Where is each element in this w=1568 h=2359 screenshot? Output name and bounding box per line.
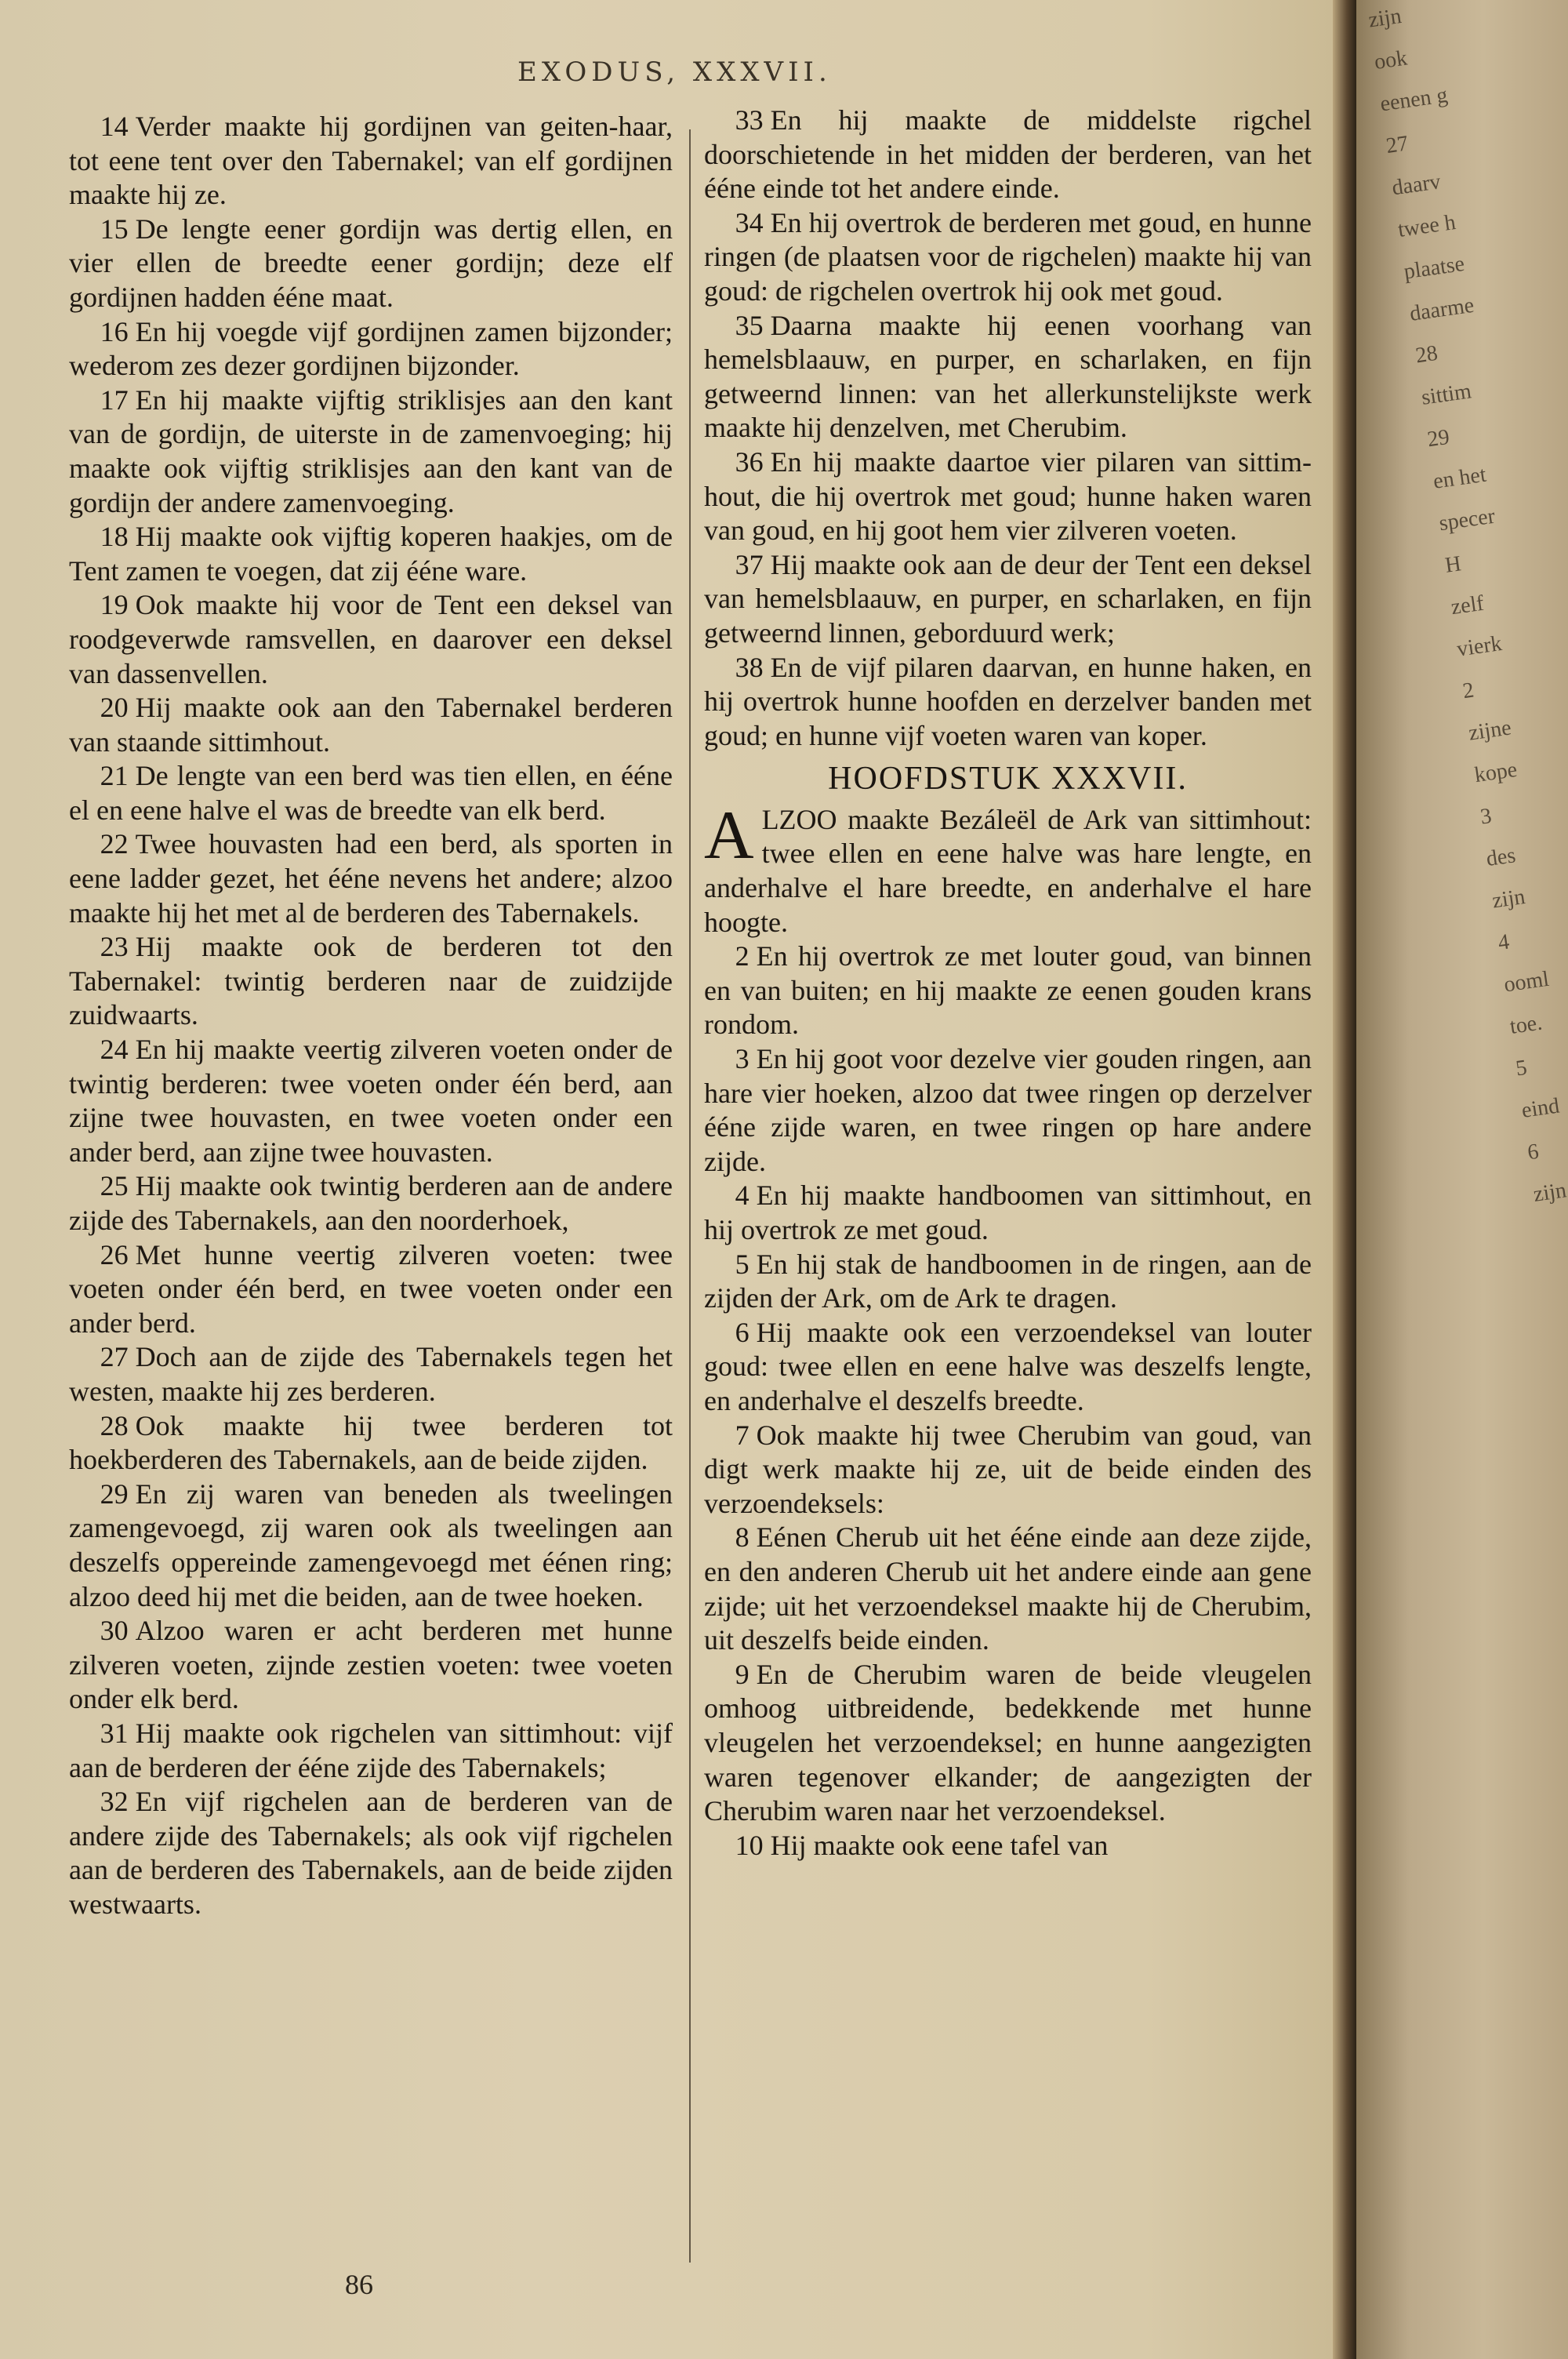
verse [69,520,673,588]
verse [69,315,673,383]
left-column [69,110,673,1921]
verse-number: 36 [735,445,764,478]
verse-number: 34 [735,206,764,238]
verse-text: Alzoo waren er acht berderen met hunne zilveren voeten, zijnde zestien voeten: twee voeten onder elk berd. [69,1615,673,1715]
verse-text: Hij maakte ook rigchelen van sittimhout: vijf aan de berderen der ééne zijde des Tabernakels; [69,1717,673,1783]
book-gutter [1333,0,1356,2359]
verse-number: 9 [735,1658,750,1690]
verse [704,445,1312,548]
verse-text: En hij goot voor dezelve vier gouden ringen, aan hare vier hoeken, alzoo dat twee ringen op derzelver ééne zijde waren, en twee ringen op hare andere zijde. [704,1043,1312,1177]
next-page-fragment: sittim [1420,379,1473,410]
verse-text: En zij waren van beneden als tweelingen zamengevoegd, zij waren ook als tweelingen aan deszelfs oppereinde zamengevoegd met éénen ring; alzoo deed hij met die beiden, aan de twee hoeken. [69,1478,673,1612]
verse-text: En hij maakte vijftig striklisjes aan den kant van de gordijn, de uiterste in de zamenvoeging; hij maakte ook vijftig striklisjes aan den kant van de gordijn der andere zamenvoeging. [69,383,673,518]
verse [69,1717,673,1785]
verse-text: Ook maakte hij twee Cherubim van goud, van digt werk maakte hij ze, uit de beide einden des verzoendeksels: [704,1419,1312,1519]
verse-number: 33 [735,104,764,136]
verse-number: 26 [100,1238,129,1270]
next-page-fragment: ook [1373,45,1409,75]
verse [69,1478,673,1614]
next-page-fragment: vierk [1455,631,1504,662]
verse-text: Doch aan de zijde des Tabernakels tegen het westen, maakte hij zes berderen. [69,1341,673,1407]
verse-number: 17 [100,383,129,416]
next-page-fragment: specer [1437,503,1497,536]
verse [704,206,1312,309]
verse-number: 30 [100,1615,129,1647]
chapter-first-verse-text: LZOO maakte Bezáleël de Ark van sittimhout: twee ellen en eene halve was hare lengte, en anderhalve el hare breedte, en anderhalve el hare hoogte. [704,803,1312,938]
next-page-fragment: en het [1432,462,1488,494]
verse [69,110,673,213]
verse-text: En hij overtrok ze met louter goud, van binnen en van buiten; en hij maakte ze eenen gouden krans rondom. [704,940,1312,1041]
verse-text: Eénen Cherub uit het ééne einde aan deze zijde, en den anderen Cherub uit het andere einde aan gene zijde; uit het verzoendeksel maakte hij de Cherubim, uit deszelfs beide einden. [704,1521,1312,1656]
verse-text: En hij maakte handboomen van sittimhout, en hij overtrok ze met goud. [704,1180,1312,1245]
next-page-fragment: 4 [1496,929,1512,956]
verse-text: En hij maakte daartoe vier pilaren van sittim-hout, die hij overtrok met goud; hunne haken waren van goud, en hij goot hem vier zilveren voeten. [704,445,1312,547]
verse [69,930,673,1033]
verse [69,827,673,930]
verse [69,1409,673,1478]
chapter-heading: HOOFDSTUK XXXVII. [828,761,1188,798]
verse-text: Daarna maakte hij eenen voorhang van hemelsblaauw, en purper, en scharlaken, en fijn getweernd linnen: van het allerkunstelijkste werk maakte hij denzelven, met Cherubim. [704,309,1312,444]
chapter-first-verse [704,797,1312,940]
book-page-right-edge [1356,0,1568,2359]
next-page-fragment: eind [1519,1093,1561,1123]
verse-number: 4 [735,1180,750,1212]
next-page-text-fragments [1366,0,1568,1216]
next-page-fragment: des [1484,843,1518,872]
verse [69,1785,673,1921]
verse [704,1042,1312,1179]
verse-number: 2 [735,940,750,972]
verse-text: Ook maakte hij voor de Tent een deksel van roodgeverwde ramsvellen, en daarover een deksel van dassenvellen. [69,589,673,689]
verse [704,651,1312,754]
verse-number: 22 [100,828,129,860]
verse-number: 38 [735,651,764,683]
verse [704,1829,1312,1863]
verse-number: 16 [100,315,129,347]
verse-text: Hij maakte ook eene tafel van [770,1829,1109,1861]
right-column-verses-top [704,104,1312,753]
page-number: 86 [345,2269,373,2300]
verse-number: 18 [100,521,129,553]
verse [704,1419,1312,1521]
next-page-fragment: zijn [1367,4,1403,33]
verse [69,1614,673,1717]
verse-text: Hij maakte ook vijftig koperen haakjes, om de Tent zamen te voegen, dat zij ééne ware. [69,521,673,587]
verse-text: En hij voegde vijf gordijnen zamen bijzonder; wederom zes dezer gordijnen bijzonder. [69,315,673,382]
next-page-fragment: zijn [1490,885,1527,914]
next-page-fragment: daarme [1408,293,1476,326]
verse-text: De lengte van een berd was tien ellen, en ééne el en eene halve el was de breedte van elk berd. [69,760,673,826]
next-page-fragment: 29 [1425,424,1451,453]
verse-number: 31 [100,1717,129,1749]
verse-number: 29 [100,1478,129,1510]
verse-number: 21 [100,760,129,792]
running-head: EXODUS, XXXVII. [517,56,832,88]
verse [704,940,1312,1042]
verse [704,1658,1312,1829]
verse-text: Hij maakte ook de berderen tot den Tabernakel: twintig berderen naar de zuidzijde zuidwaarts. [69,931,673,1031]
verse [704,1316,1312,1419]
verse [69,759,673,827]
verse-text: Hij maakte ook twintig berderen aan de andere zijde des Tabernakels, aan den noorderhoek, [69,1170,673,1236]
drop-cap: A [704,797,754,874]
verse [69,1169,673,1238]
verse-number: 8 [735,1521,750,1554]
next-page-fragment: 6 [1526,1139,1541,1165]
verse-text: Ook maakte hij twee berderen tot hoekberderen des Tabernakels, aan de beide zijden. [69,1409,673,1476]
verse-number: 7 [735,1419,750,1451]
next-page-fragment: plaatse [1402,251,1466,285]
verse-number: 27 [100,1341,129,1373]
verse [704,1179,1312,1247]
next-page-fragment: eenen g [1378,82,1450,117]
verse-text: Hij maakte ook aan de deur der Tent een deksel van hemelsblaauw, en purper, en scharlaken, en fijn getweernd linnen, geborduurd werk; [704,548,1312,649]
verse [704,1521,1312,1657]
verse-number: 24 [100,1034,129,1066]
verse [69,1033,673,1169]
verse-number: 5 [735,1248,750,1280]
verse-text: Verder maakte hij gordijnen van geiten-haar, tot eene tent over den Tabernakel; van elf gordijnen maakte hij ze. [69,111,673,211]
verse-number: 37 [735,548,764,580]
verse-text: Hij maakte ook aan den Tabernakel berderen van staande sittimhout. [69,692,673,758]
next-page-fragment: zijn [1531,1178,1568,1207]
verse [704,1248,1312,1316]
verse-number: 25 [100,1170,129,1202]
next-page-fragment: ooml [1502,966,1551,998]
verse-number: 23 [100,931,129,963]
verse-text: En vijf rigchelen aan de berderen van de andere zijde des Tabernakels; als ook vijf rigchelen aan de berderen des Tabernakels, aan de beide zijden westwaarts. [69,1786,673,1920]
verse [69,1238,673,1341]
verse [69,383,673,520]
verse [704,104,1312,206]
next-page-fragment: 3 [1479,803,1494,830]
right-column-verses-bottom [704,940,1312,1863]
verse-text: En hij maakte veertig zilveren voeten onder de twintig berderen: twee voeten onder één berd, aan zijne twee houvasten, en twee voeten onder een ander berd, aan zijne twee houvasten. [69,1034,673,1168]
verse-text: Twee houvasten had een berd, als sporten in eene ladder gezet, het ééne nevens het andere; alzoo maakte hij het met al de berderen des Tabernakels. [69,828,673,929]
next-page-fragment: daarv [1390,169,1443,201]
next-page-fragment: kope [1472,757,1519,788]
verse-number: 14 [100,111,129,142]
verse-text: En de Cherubim waren de beide vleugelen omhoog uitbreidende, bedekkende met hunne vleugelen het verzoendeksel; en hunne aangezigten waren tegenover elkander; de aangezigten der Cherubim waren naar het verzoendeksel. [704,1658,1312,1827]
verse-number: 35 [735,309,764,341]
next-page-fragment: 5 [1514,1055,1529,1081]
verse-number: 28 [100,1409,129,1441]
verse-text: De lengte eener gordijn was dertig ellen, en vier ellen de breedte eener gordijn; deze elf gordijnen hadden ééne maat. [69,213,673,313]
verse-text: Hij maakte ook een verzoendeksel van louter goud: twee ellen en eene halve was deszelfs lengte, en anderhalve el deszelfs breedte. [704,1316,1312,1416]
verse-text: En hij stak de handboomen in de ringen, aan de zijden der Ark, om de Ark te dragen. [704,1248,1312,1314]
verse [69,588,673,691]
verse-text: Met hunne veertig zilveren voeten: twee voeten onder één berd, en twee voeten onder een ander berd. [69,1238,673,1339]
verse-number: 19 [100,589,129,621]
next-page-fragment: H [1443,551,1463,578]
verse [69,1340,673,1408]
verse-text: En de vijf pilaren daarvan, en hunne haken, en hij overtrok hunne hoofden en derzelver banden met goud; en hunne vijf voeten waren van koper. [704,651,1312,751]
verse [69,691,673,759]
verse-number: 15 [100,213,129,245]
verse-number: 6 [735,1316,750,1348]
verse-text: En hij maakte de middelste rigchel doorschietende in het midden der berderen, van het ééne einde tot het andere einde. [704,104,1312,205]
verse-number: 20 [100,692,129,724]
next-page-fragment: toe. [1508,1010,1544,1039]
next-page-fragment: zijne [1467,715,1513,746]
next-page-fragment: 2 [1461,678,1475,704]
verse [69,213,673,315]
verse-text: En hij overtrok de berderen met goud, en hunne ringen (de plaatsen voor de rigchelen) maakte hij van goud: de rigchelen overtrok hij ook met goud. [704,206,1312,307]
verse [704,309,1312,445]
verse [704,548,1312,651]
right-column [704,104,1312,1863]
verse-number: 3 [735,1043,750,1075]
next-page-fragment: twee h [1396,209,1457,242]
column-divider [689,129,691,2263]
next-page-fragment: zelf [1449,591,1486,620]
next-page-fragment: 27 [1385,131,1410,159]
next-page-fragment: 28 [1414,340,1439,369]
verse-number: 32 [100,1786,129,1818]
verse-number: 10 [735,1829,764,1861]
